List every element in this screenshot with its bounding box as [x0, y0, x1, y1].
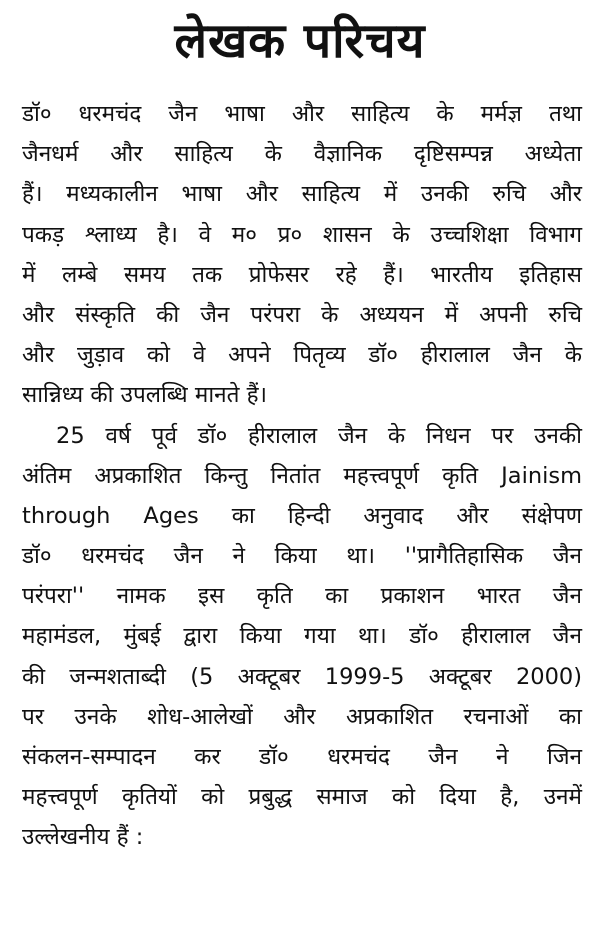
text-line: महत्त्वपूर्ण कृतियों को प्रबुद्ध समाज को दिया है, उनमें — [22, 784, 582, 811]
text-line: परंपरा'' नामक इस कृति का प्रकाशन भारत जैन — [22, 583, 582, 610]
text-line: through Ages का हिन्दी अनुवाद और संक्षेपण — [22, 502, 582, 529]
text-line: अंतिम अप्रकाशित किन्तु नितांत महत्त्वपूर्ण कृति Jainism — [22, 462, 582, 489]
text-line: की जन्मशताब्दी (5 अक्टूबर 1999-5 अक्टूबर 2000) — [22, 663, 582, 690]
text-line: डॉ० धरमचंद जैन ने किया था। ''प्रागैतिहासिक जैन — [22, 543, 582, 570]
text-line: और संस्कृति की जैन परंपरा के अध्ययन में अपनी रुचि — [22, 301, 582, 328]
text-line: पकड़ श्लाध्य है। वे म० प्र० शासन के उच्चशिक्षा विभाग — [22, 221, 582, 248]
text-line: सान्निध्य की उपलब्धि मानते हैं। — [22, 382, 268, 409]
page-title: लेखक परिचय — [174, 13, 426, 69]
text-line: 25 वर्ष पूर्व डॉ० हीरालाल जैन के निधन पर उनकी — [56, 422, 582, 449]
text-line: डॉ० धरमचंद जैन भाषा और साहित्य के मर्मज्ञ तथा — [22, 101, 582, 127]
text-line: महामंडल, मुंबई द्वारा किया गया था। डॉ० हीरालाल जैन — [22, 623, 582, 650]
text-line: में लम्बे समय तक प्रोफेसर रहे हैं। भारतीय इतिहास — [22, 261, 582, 288]
text-line: संकलन-सम्पादन कर डॉ० धरमचंद जैन ने जिन — [22, 744, 582, 770]
text-line: पर उनके शोध-आलेखों और अप्रकाशित रचनाओं का — [22, 703, 582, 730]
text-line: उल्लेखनीय हैं : — [22, 824, 144, 851]
paragraph-1 — [22, 94, 582, 416]
body-text — [22, 94, 582, 858]
text-line: और जुड़ाव को वे अपने पितृव्य डॉ० हीरालाल जैन के — [22, 342, 582, 369]
text-line: हैं। मध्यकालीन भाषा और साहित्य में उनकी रुचि और — [22, 181, 582, 208]
paragraph-2 — [22, 416, 582, 858]
text-line: जैनधर्म और साहित्य के वैज्ञानिक दृष्टिसम्पन्न अध्येता — [22, 141, 582, 168]
